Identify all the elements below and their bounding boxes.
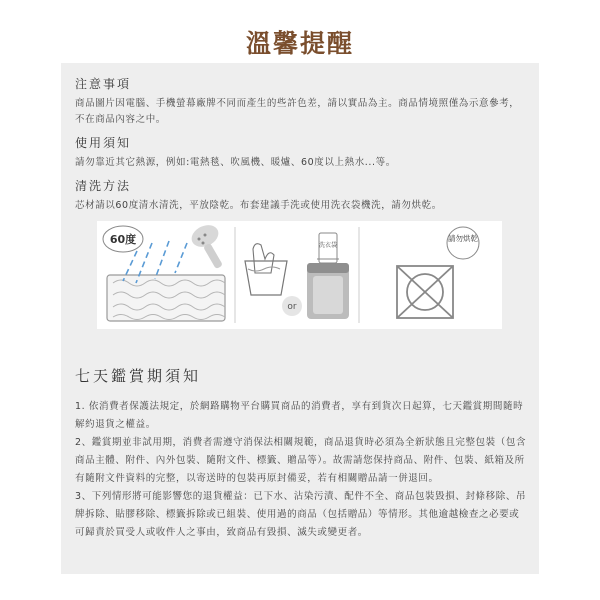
wash-illustration xyxy=(97,221,502,329)
wash-illustration-svg xyxy=(97,221,502,329)
or-label: or xyxy=(287,302,297,312)
wash-method-panel xyxy=(245,233,349,319)
seven-day-item-1: 1. 依消費者保護法規定，於網路購物平台購買商品的消費者，享有到貨次日起算，七天鑑賞期間隨時解約退貨之權益。 xyxy=(75,401,524,430)
usage-text: 請勿靠近其它熱源，例如:電熱毯、吹風機、暖爐、60度以上熱水...等。 xyxy=(75,157,396,168)
notice-section xyxy=(75,75,525,220)
seven-day-heading: 七天鑑賞期須知 xyxy=(75,367,202,385)
notice-text: 商品圖片因電腦、手機螢幕廠牌不同而產生的些許色差，請以實品為主。商品情境照僅為示意參考，不在商品內容之中。 xyxy=(75,98,520,125)
washing-machine-icon xyxy=(307,233,349,319)
no-dry-label: 請勿烘乾 xyxy=(448,234,478,243)
temperature-badge xyxy=(103,226,143,252)
info-panel xyxy=(61,63,539,574)
no-dry-badge xyxy=(447,227,479,259)
temperature-label: 60度 xyxy=(109,233,137,246)
wash-text: 芯材請以60度清水清洗，平放陰乾。布套建議手洗或使用洗衣袋機洗，請勿烘乾。 xyxy=(75,200,442,211)
seven-day-section xyxy=(75,365,527,542)
usage-heading: 使用須知 xyxy=(75,136,132,150)
seven-day-item-2: 2、鑑賞期並非試用期，消費者需遵守消保法相關規範，商品退貨時必須為全新狀態且完整包裝（包含商品主體、附件、內外包裝、隨附文件、標籤、贈品等）。故需請您保持商品、附件、包裝、紙箱及所有隨附文件資料的完整，以寄送時的包裝再原封備妥，若有相關贈品請一併退回。 xyxy=(75,437,527,484)
laundry-bag-label: 洗衣袋 xyxy=(318,242,338,249)
no-tumble-dry-panel xyxy=(397,227,479,318)
notice-heading: 注意事項 xyxy=(75,77,132,91)
no-tumble-dry-icon xyxy=(397,266,453,318)
wash-heading: 清洗方法 xyxy=(75,179,132,193)
water-temp-panel xyxy=(103,221,225,321)
page-title: 溫馨提醒 xyxy=(245,29,354,58)
hand-wash-icon xyxy=(245,244,287,295)
seven-day-item-3: 3、下列情形將可能影響您的退貨權益：已下水、沾染污漬、配件不全、商品包裝毀損、封條移除、吊牌拆除、貼膠移除、標籤拆除或已組裝、使用過的商品（包括贈品）等情形。其他逾越檢查之必要或可歸責於買受人或收件人之事由，致商品有毀損、滅失或變更者。 xyxy=(75,491,527,538)
shower-head-icon xyxy=(188,221,223,269)
